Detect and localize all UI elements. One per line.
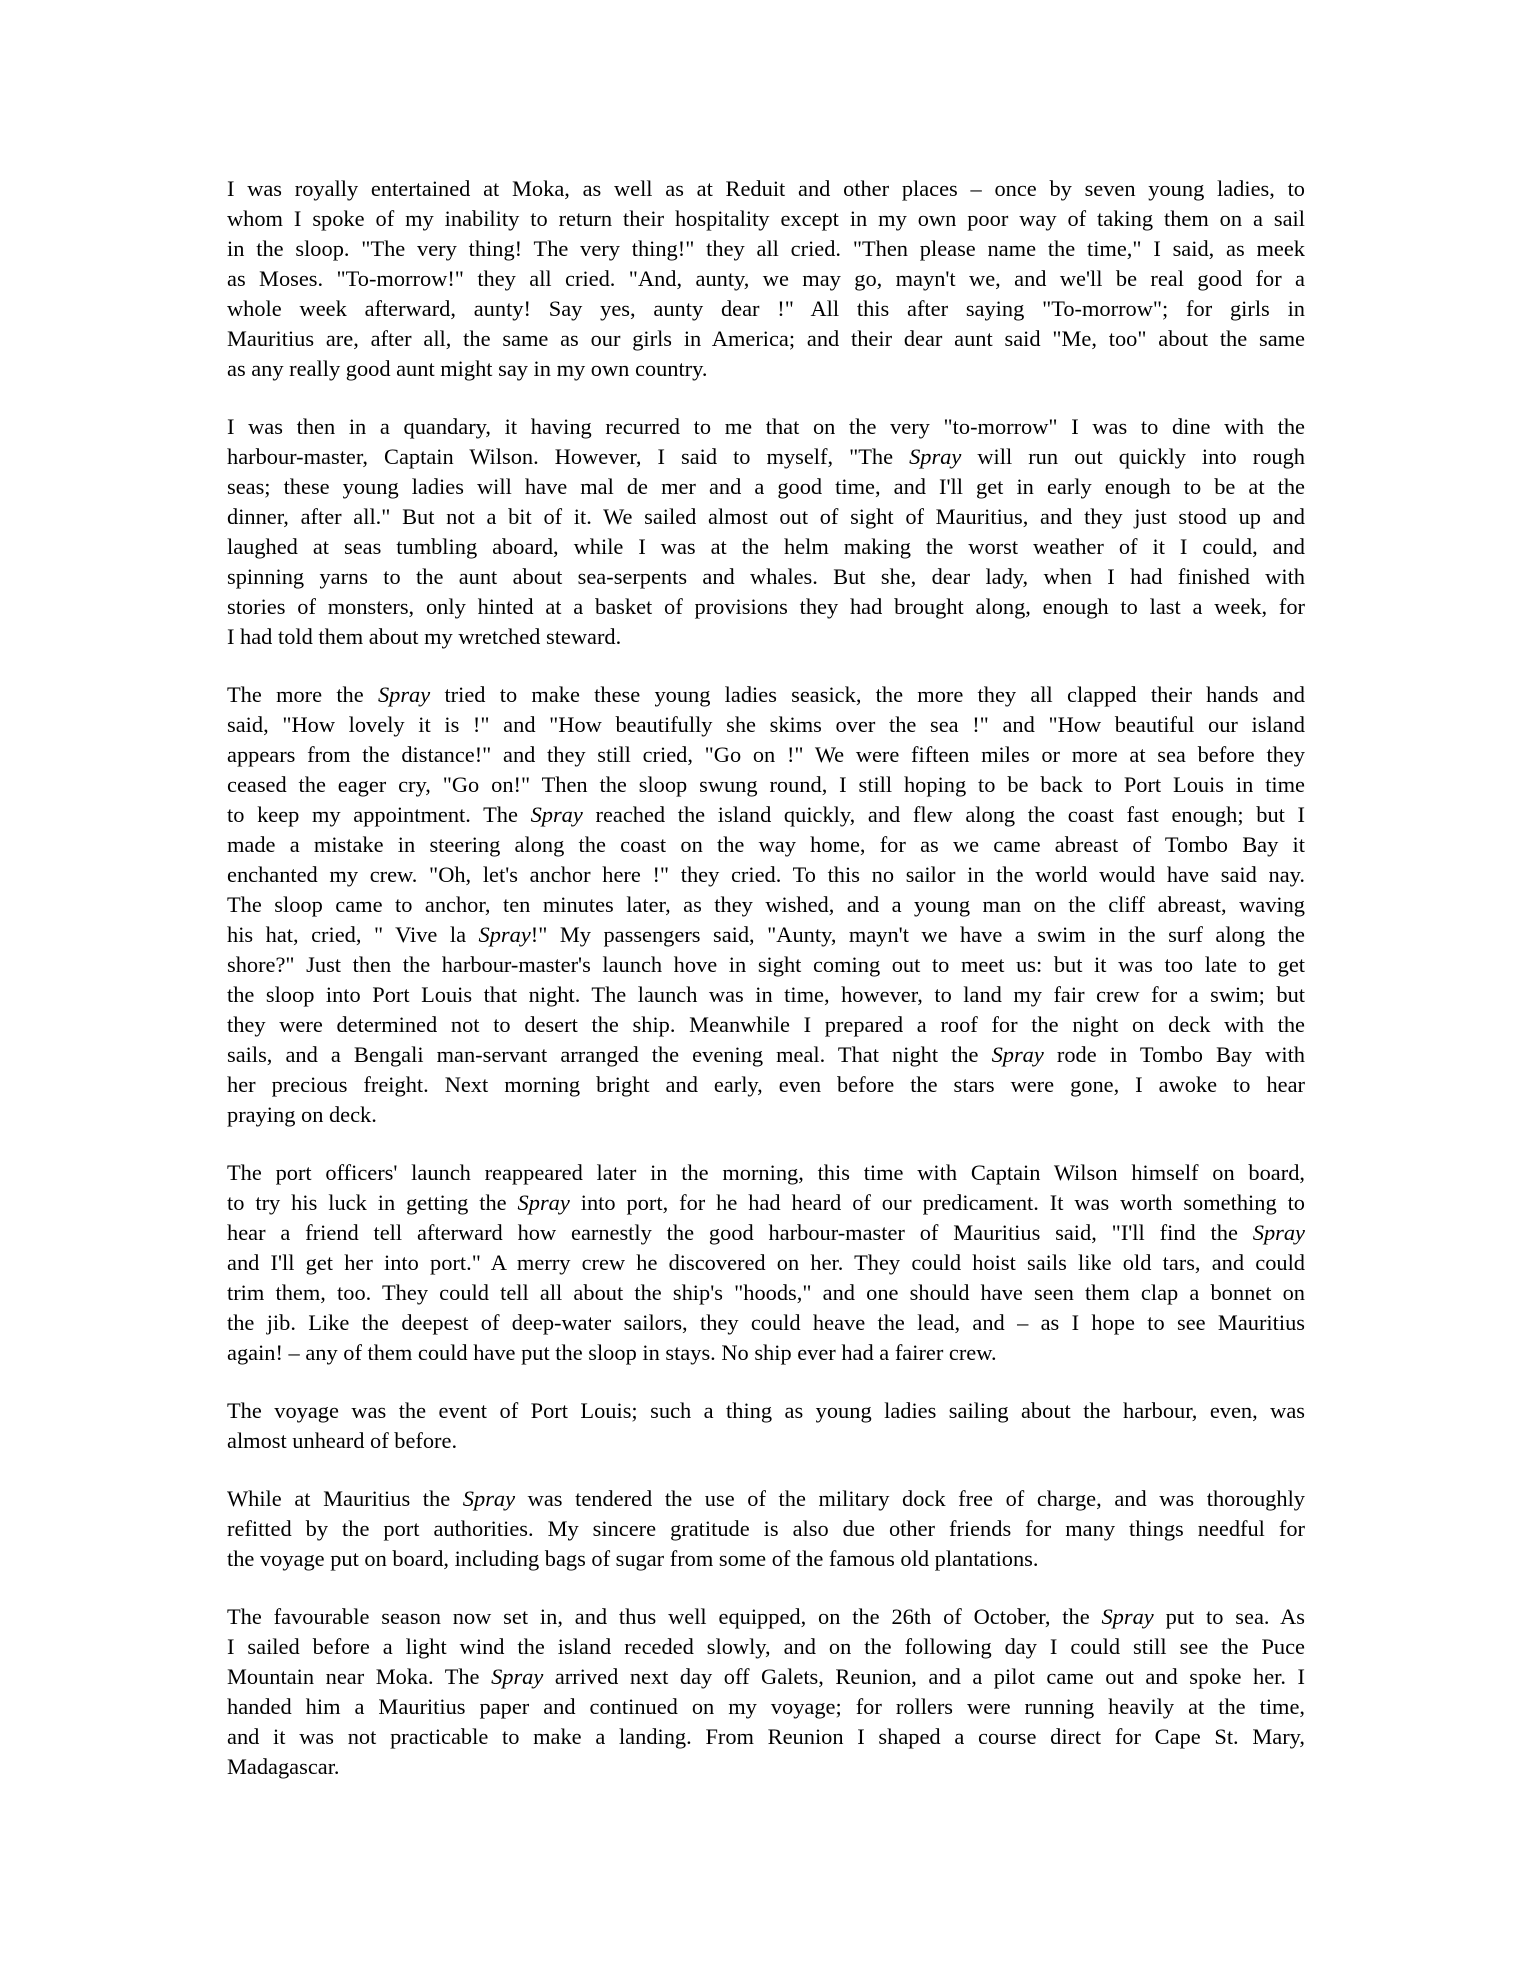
text-line: the voyage put on board, including bags of sugar from some of the famous old plantations. <box>227 1546 1039 1571</box>
text-line: The port officers' launch reappeared later in the morning, this time with Captain Wilson himself on board, <box>227 1160 1305 1185</box>
italic-ship-name: Spray <box>491 1664 544 1689</box>
text-line: I sailed before a light wind the island receded slowly, and on the following day I could still see the Puce <box>227 1634 1305 1659</box>
text-line: handed him a Mauritius paper and continued on my voyage; for rollers were running heavily at the time, <box>227 1694 1305 1719</box>
paragraph <box>227 412 1305 652</box>
text-line: shore?" Just then the harbour-master's launch hove in sight coming out to meet us: but it was too late to get <box>227 952 1305 977</box>
text-line: and I'll get her into port." A merry crew he discovered on her. They could hoist sails like old tars, and could <box>227 1250 1305 1275</box>
text-line: The favourable season now set in, and thus well equipped, on the 26th of October, the Spray put to sea. As <box>227 1604 1305 1629</box>
text-line: I was then in a quandary, it having recurred to me that on the very "to-morrow" I was to dine with the <box>227 414 1305 439</box>
text-line: laughed at seas tumbling aboard, while I was at the helm making the worst weather of it I could, and <box>227 534 1305 559</box>
text-line: whole week afterward, aunty! Say yes, aunty dear !" All this after saying "To-morrow"; for girls in <box>227 296 1305 321</box>
text-line: as Moses. "To-morrow!" they all cried. "And, aunty, we may go, mayn't we, and we'll be real good for a <box>227 266 1305 291</box>
text-line: The voyage was the event of Port Louis; such a thing as young ladies sailing about the harbour, even, was <box>227 1398 1305 1423</box>
text-line: While at Mauritius the Spray was tendered the use of the military dock free of charge, and was thoroughly <box>227 1486 1305 1511</box>
italic-ship-name: Spray <box>1252 1220 1305 1245</box>
text-line: dinner, after all." But not a bit of it. We sailed almost out of sight of Mauritius, and they just stood up and <box>227 504 1305 529</box>
italic-ship-name: Spray <box>517 1190 570 1215</box>
text-line: to try his luck in getting the Spray into port, for he had heard of our predicament. It was worth something to <box>227 1190 1305 1215</box>
italic-ship-name: Spray <box>1101 1604 1154 1629</box>
italic-ship-name: Spray <box>462 1486 516 1511</box>
text-line: again! – any of them could have put the sloop in stays. No ship ever had a fairer crew. <box>227 1340 997 1365</box>
text-line: stories of monsters, only hinted at a basket of provisions they had brought along, enough to last a week, for <box>227 594 1305 619</box>
text-line: to keep my appointment. The Spray reached the island quickly, and flew along the coast fast enough; but I <box>227 802 1305 827</box>
text-line: appears from the distance!" and they still cried, "Go on !" We were fifteen miles or more at sea before they <box>227 742 1305 767</box>
text-line: enchanted my crew. "Oh, let's anchor here !" they cried. To this no sailor in the world would have said nay. <box>227 862 1305 887</box>
text-line: as any really good aunt might say in my own country. <box>227 356 708 381</box>
text-line: whom I spoke of my inability to return their hospitality except in my own poor way of taking them on a sail <box>227 206 1305 231</box>
text-line: I had told them about my wretched steward. <box>227 624 622 649</box>
text-line: her precious freight. Next morning bright and early, even before the stars were gone, I awoke to hear <box>227 1072 1305 1097</box>
paragraph <box>227 1396 1305 1456</box>
text-line: his hat, cried, " Vive la Spray!" My passengers said, "Aunty, mayn't we have a swim in the surf along the <box>227 922 1305 947</box>
italic-ship-name: Spray <box>377 682 431 707</box>
text-line: hear a friend tell afterward how earnestly the good harbour-master of Mauritius said, "I'll find the Spray <box>227 1220 1305 1245</box>
text-line: almost unheard of before. <box>227 1428 458 1453</box>
text-line: Mountain near Moka. The Spray arrived next day off Galets, Reunion, and a pilot came out and spoke her. I <box>227 1664 1305 1689</box>
text-line: seas; these young ladies will have mal de mer and a good time, and I'll get in early enough to be at the <box>227 474 1305 499</box>
text-line: The more the Spray tried to make these young ladies seasick, the more they all clapped their hands and <box>227 682 1305 707</box>
italic-ship-name: Spray <box>991 1042 1044 1067</box>
text-line: refitted by the port authorities. My sincere gratitude is also due other friends for many things needful for <box>227 1516 1305 1541</box>
paragraph <box>227 1158 1305 1368</box>
text-line: harbour-master, Captain Wilson. However, I said to myself, "The Spray will run out quickly into rough <box>227 444 1305 469</box>
paragraph <box>227 1602 1305 1782</box>
text-line: they were determined not to desert the ship. Meanwhile I prepared a roof for the night on deck with the <box>227 1012 1305 1037</box>
text-line: I was royally entertained at Moka, as well as at Reduit and other places – once by seven young ladies, to <box>227 176 1305 201</box>
paragraph <box>227 680 1305 1130</box>
text-line: trim them, too. They could tell all about the ship's "hoods," and one should have seen them clap a bonnet on <box>227 1280 1305 1305</box>
text-line: ceased the eager cry, "Go on!" Then the sloop swung round, I still hoping to be back to Port Louis in time <box>227 772 1305 797</box>
text-line: praying on deck. <box>227 1102 377 1127</box>
text-line: made a mistake in steering along the coast on the way home, for as we came abreast of Tombo Bay it <box>227 832 1305 857</box>
text-line: spinning yarns to the aunt about sea-serpents and whales. But she, dear lady, when I had finished with <box>227 564 1305 589</box>
paragraph <box>227 1484 1305 1574</box>
text-line: the sloop into Port Louis that night. The launch was in time, however, to land my fair crew for a swim; but <box>227 982 1305 1007</box>
italic-ship-name: Spray <box>478 922 531 947</box>
paragraph <box>227 174 1305 384</box>
text-line: Mauritius are, after all, the same as our girls in America; and their dear aunt said "Me, too" about the same <box>227 326 1305 351</box>
text-line: and it was not practicable to make a landing. From Reunion I shaped a course direct for Cape St. Mary, <box>227 1724 1305 1749</box>
text-column <box>227 174 1305 1782</box>
text-line: sails, and a Bengali man-servant arranged the evening meal. That night the Spray rode in Tombo Bay with <box>227 1042 1305 1067</box>
text-line: the jib. Like the deepest of deep-water sailors, they could heave the lead, and – as I hope to see Mauritius <box>227 1310 1305 1335</box>
text-line: said, "How lovely it is !" and "How beautifully she skims over the sea !" and "How beautiful our island <box>227 712 1305 737</box>
text-line: in the sloop. "The very thing! The very thing!" they all cried. "Then please name the time," I said, as meek <box>227 236 1305 261</box>
italic-ship-name: Spray <box>530 802 583 827</box>
text-line: The sloop came to anchor, ten minutes later, as they wished, and a young man on the cliff abreast, waving <box>227 892 1305 917</box>
text-line: Madagascar. <box>227 1754 340 1779</box>
italic-ship-name: Spray <box>909 444 962 469</box>
